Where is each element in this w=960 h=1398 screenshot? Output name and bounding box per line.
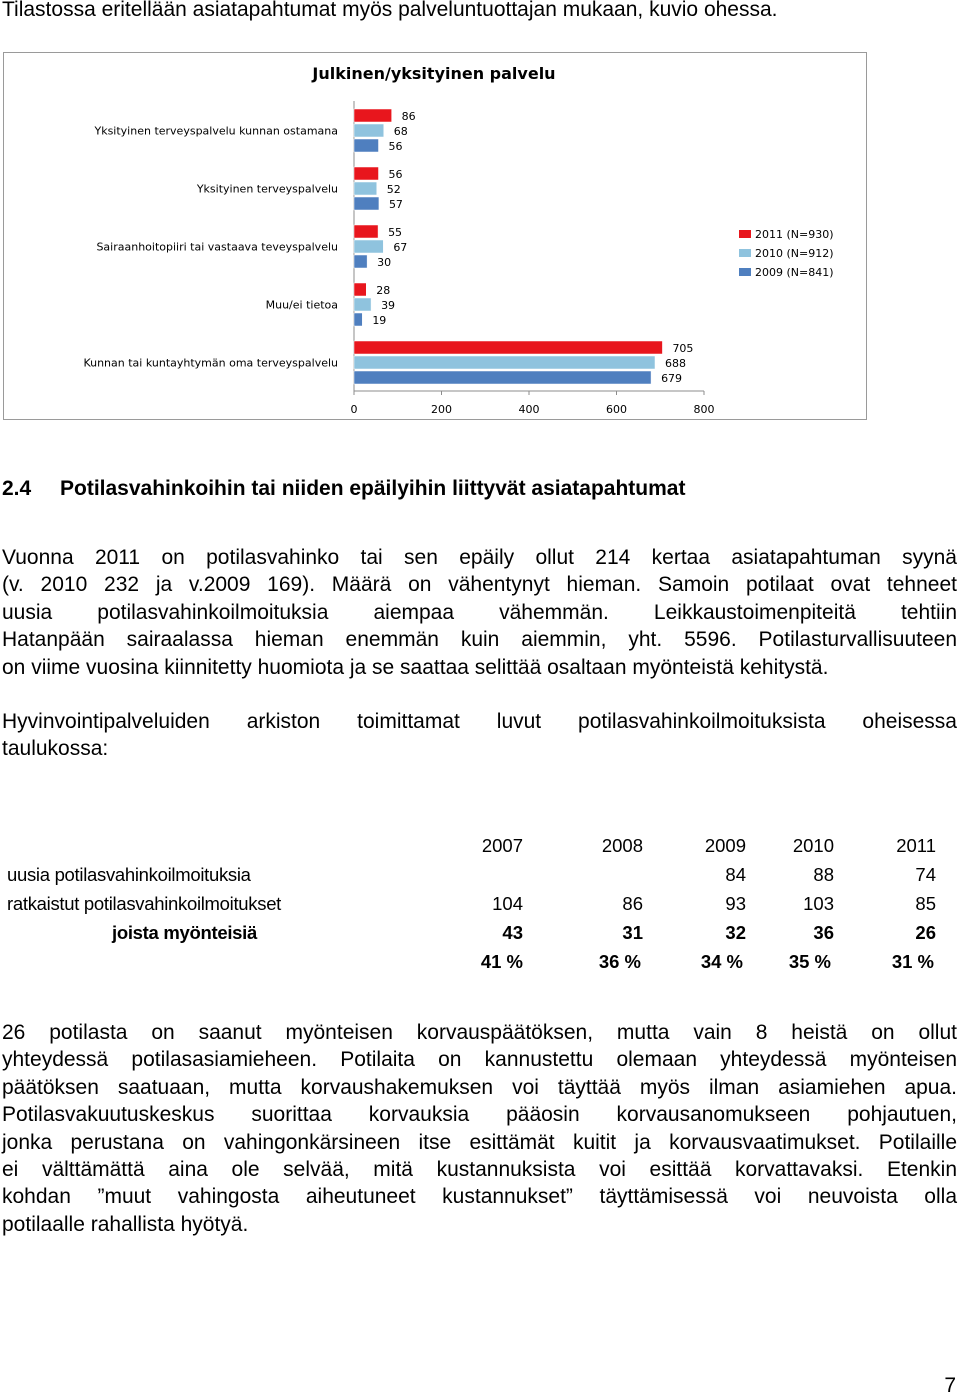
table-cell: 41 % [480, 951, 523, 972]
paragraph-3 [2, 1019, 957, 1238]
row-label: ratkaistut potilasvahinkoilmoitukset [7, 893, 282, 914]
table-cell: 35 % [788, 951, 831, 972]
data-label: 28 [376, 284, 391, 297]
legend-label: 2011 (N=930) [755, 228, 834, 241]
legend-label: 2010 (N=912) [755, 247, 834, 260]
bar-chart [4, 53, 868, 421]
data-label: 67 [393, 241, 408, 254]
legend-label: 2009 (N=841) [755, 266, 834, 279]
table-cell: 86 [622, 893, 643, 914]
year-header: 2008 [601, 835, 643, 856]
year-header: 2007 [481, 835, 523, 856]
paragraph-line: on viime vuosina kiinnitetty huomiota ja se saattaa selittää osaltaan myönteistä kehitystä. [2, 655, 829, 679]
section-heading [2, 477, 685, 501]
table-row [0, 864, 960, 888]
section-title: Potilasvahinkoihin tai niiden epäilyihin liittyvät asiatapahtumat [60, 477, 686, 500]
table-cell: 103 [803, 893, 834, 914]
paragraph-line: (v. 2010 232 ja v.2009 169). Määrä on vähentynyt hieman. Samoin potilaat ovat tehneet [2, 573, 957, 597]
x-tick-label: 400 [518, 403, 540, 416]
table-row [0, 951, 960, 975]
bar [354, 298, 371, 311]
table-cell: 36 % [598, 951, 641, 972]
data-label: 56 [388, 140, 403, 153]
bar [354, 124, 384, 137]
bar [354, 167, 379, 180]
paragraph-line: potilaalle rahallista hyötyä. [2, 1212, 249, 1236]
bar [354, 341, 662, 354]
bar [354, 356, 655, 369]
paragraph-line: kohdan ”muut vahingosta aiheutuneet kustannukset” täyttämisessä voi neuvoista olla [2, 1185, 957, 1209]
legend-swatch [739, 230, 751, 238]
table-cell: 88 [813, 864, 834, 885]
paragraph-line: ei välttämättä aina ole selvää, mitä kustannuksista voi esittää korvattavaksi. Etenkin [2, 1158, 957, 1182]
paragraph-line: 26 potilasta on saanut myönteisen korvauspäätöksen, mutta vain 8 heistä on ollut [2, 1021, 957, 1044]
table-cell: 32 [725, 922, 746, 943]
section-number: 2.4 [2, 477, 32, 500]
data-label: 679 [661, 372, 683, 385]
paragraph-line: uusia potilasvahinkoilmoituksia aiempaa vähemmän. Leikkaustoimenpiteitä tehtiin [2, 600, 957, 624]
bar [354, 313, 362, 326]
bar [354, 109, 392, 122]
paragraph-1 [2, 544, 957, 681]
table-cell: 36 [813, 922, 834, 943]
data-label: 56 [388, 168, 403, 181]
paragraph-line: päätöksen saatuaan, mutta korvaushakemuksen voi täyttää myös ilman asiamiehen apua. [2, 1075, 957, 1099]
table-cell: 74 [915, 864, 936, 885]
paragraph-line: taulukossa: [2, 737, 109, 761]
row-label: uusia potilasvahinkoilmoituksia [7, 864, 251, 885]
data-label: 68 [393, 125, 408, 138]
category-label: Yksityinen terveyspalvelu kunnan ostamana [94, 124, 338, 138]
bar [354, 197, 379, 210]
paragraph-2 [2, 708, 957, 763]
legend-swatch [739, 249, 751, 257]
paragraph-line: Potilasvakuutuskeskus suorittaa korvauksia pääosin korvausanomukseen pohjautuen, [2, 1103, 957, 1127]
data-label: 57 [388, 198, 403, 211]
table-row [0, 893, 960, 917]
x-tick-label: 0 [350, 403, 358, 416]
chart-title: Julkinen/yksityinen palvelu [312, 64, 556, 83]
legend-swatch [739, 268, 751, 276]
paragraph-line: Hyvinvointipalveluiden arkiston toimittamat luvut potilasvahinkoilmoituksista oheisessa [2, 710, 957, 733]
bar [354, 283, 366, 296]
table-cell: 93 [725, 893, 746, 914]
bar [354, 240, 383, 253]
intro-text: Tilastossa eritellään asiatapahtumat myös palveluntuottajan mukaan, kuvio ohessa. [2, 0, 778, 21]
bar [354, 255, 367, 268]
table-cell: 31 [622, 922, 643, 943]
bar [354, 225, 378, 238]
x-tick-label: 200 [431, 403, 452, 416]
paragraph-line: jonka perustana on vahingonkärsineen itse esittämät kuitit ja korvausvaatimukset. Potilaille [2, 1130, 957, 1154]
x-tick-label: 800 [693, 403, 715, 416]
bar [354, 371, 651, 384]
x-tick-label: 600 [606, 403, 627, 416]
data-label: 19 [372, 314, 387, 327]
chart-figure [3, 52, 867, 420]
data-label: 86 [401, 110, 416, 123]
page-number: 7 [944, 1374, 956, 1397]
data-label: 705 [672, 342, 694, 355]
bar [354, 139, 379, 152]
table-header-row [0, 835, 960, 859]
data-label: 52 [386, 183, 401, 196]
paragraph-line: Vuonna 2011 on potilasvahinko tai sen epäily ollut 214 kertaa asiatapahtuman syynä [2, 546, 957, 569]
bar [354, 182, 377, 195]
table-cell: 31 % [891, 951, 934, 972]
table-row [0, 922, 960, 946]
table-cell: 43 [502, 922, 523, 943]
table-cell: 104 [492, 893, 523, 914]
category-label: Muu/ei tietoa [265, 298, 338, 312]
year-header: 2011 [896, 835, 936, 856]
data-label: 688 [665, 357, 686, 370]
category-label: Kunnan tai kuntayhtymän oma terveyspalvelu [83, 356, 338, 370]
category-label: Yksityinen terveyspalvelu [196, 182, 338, 196]
row-label: joista myönteisiä [112, 922, 258, 943]
data-label: 39 [381, 299, 396, 312]
paragraph-line: Hatanpään sairaalassa hieman enemmän kuin aiemmin, yht. 5596. Potilasturvallisuuteen [2, 628, 957, 652]
paragraph-line: yhteydessä potilasasiamieheen. Potilaita on kannustettu olemaan yhteydessä myönteisen [2, 1048, 957, 1072]
data-label: 30 [377, 256, 392, 269]
table-cell: 34 % [700, 951, 743, 972]
data-label: 55 [388, 226, 403, 239]
category-label: Sairaanhoitopiiri tai vastaava teveyspalvelu [96, 240, 338, 254]
table-cell: 85 [915, 893, 936, 914]
year-header: 2010 [792, 835, 834, 856]
table-cell: 84 [725, 864, 746, 885]
year-header: 2009 [704, 835, 746, 856]
table-cell: 26 [915, 922, 936, 943]
